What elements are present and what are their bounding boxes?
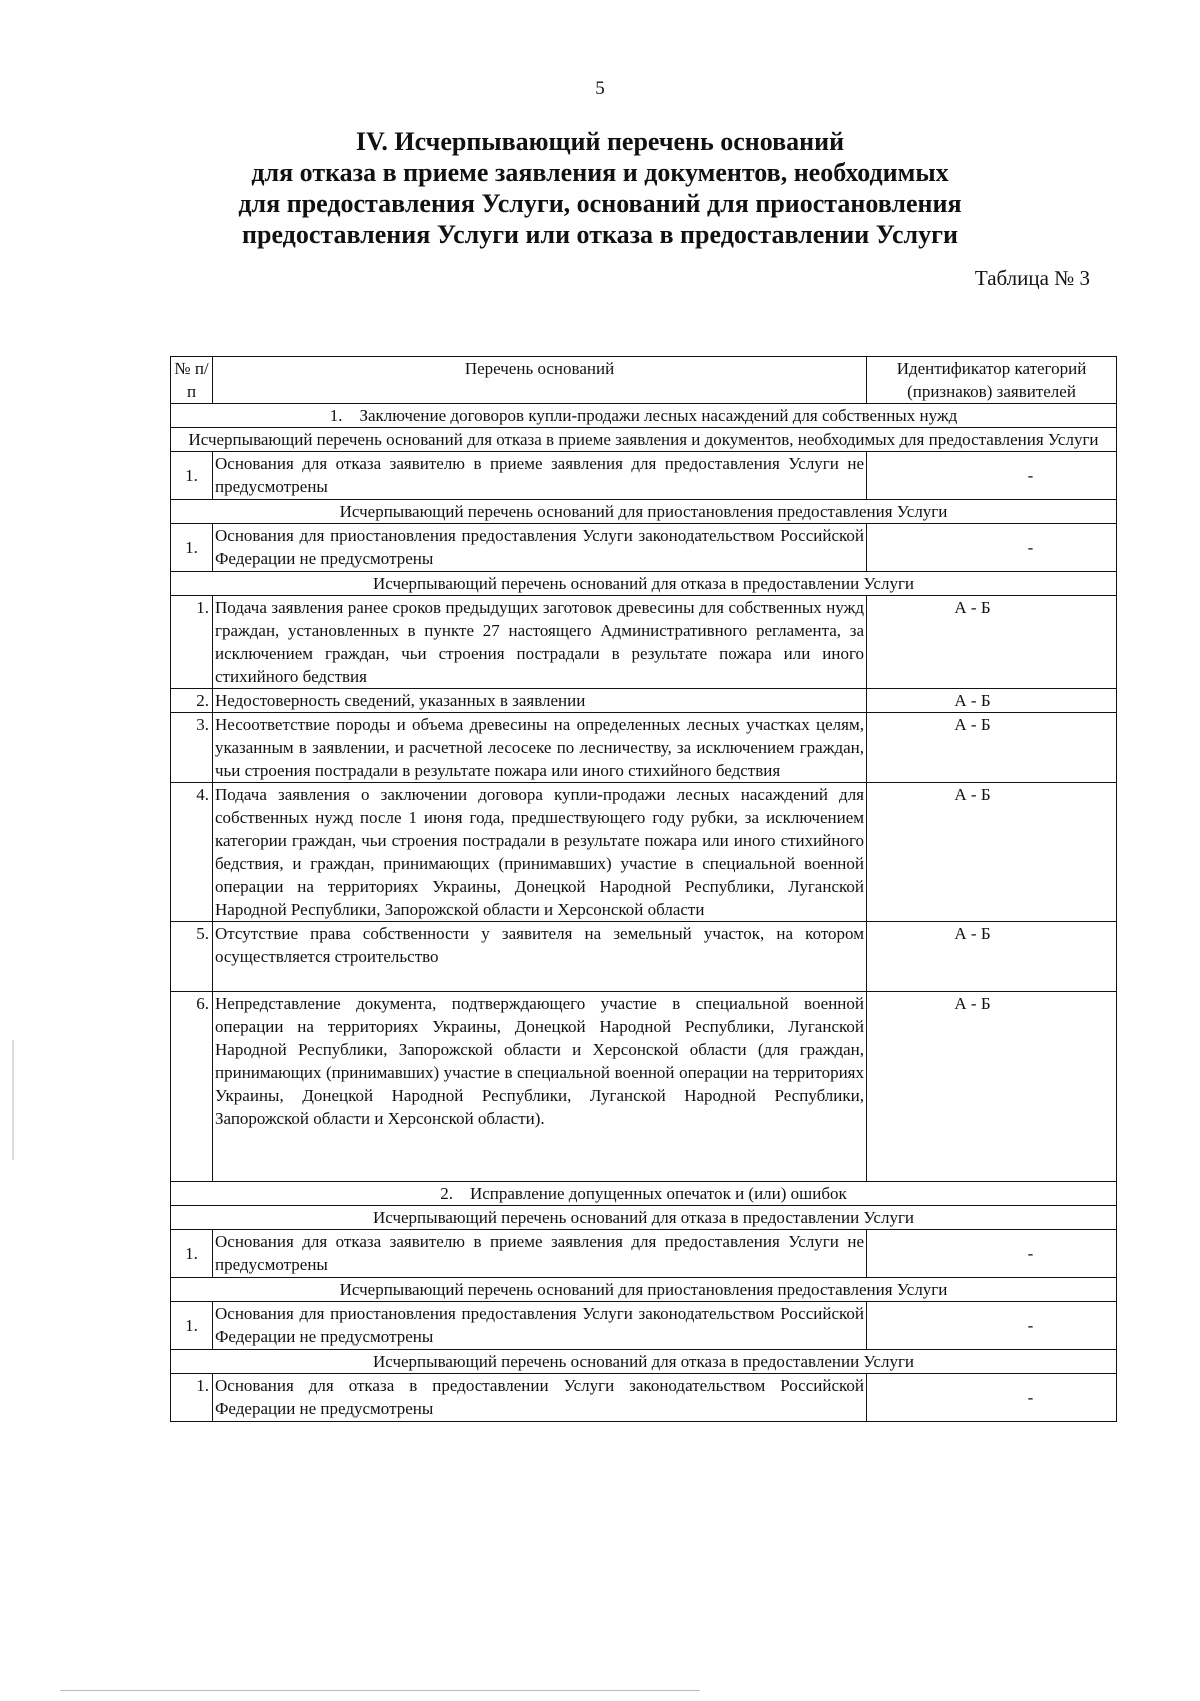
row-text: Основания для приостановления предоставления Услуги законодательством Российской Федерации не предусмотрены [213,524,867,572]
header-identifier: Идентификатор категорий (признаков) заявителей [867,357,1117,404]
table-header-row [171,357,1117,404]
row-number: 3. [171,713,213,783]
title-line: для отказа в приеме заявления и документов, необходимых [251,158,949,187]
row-identifier: - [867,1302,1117,1350]
subsection-title-cell: Исчерпывающий перечень оснований для приостановления предоставления Услуги [171,1278,1117,1302]
subsection-row [171,1350,1117,1374]
subsection-row [171,500,1117,524]
section-title [0,126,1200,250]
section-title-cell: 2. Исправление допущенных опечаток и (или) ошибок [171,1182,1117,1206]
subsection-row [171,428,1117,452]
row-text: Основания для отказа заявителю в приеме заявления для предоставления Услуги не предусмотрены [213,1230,867,1278]
table-row [171,1230,1117,1278]
row-text: Подача заявления о заключении договора купли-продажи лесных насаждений для собственных нужд после 1 июня года, предшествующего году рубки, за исключением категории граждан, чьи строения пострадали в результате пожара или иного стихийного бедствия, и граждан, принимающих (принимавших) участие в специальной военной операции на территориях Украины, Донецкой Народной Республики, Луганской Народной Республики, Запорожской области и Херсонской области [213,783,867,922]
table-row [171,1374,1117,1422]
row-text: Несоответствие породы и объема древесины на определенных лесных участках целям, указанным в заявлении, и расчетной лесосеке по лесничеству, за исключением граждан, чьи строения пострадали в результате пожара или иного стихийного бедствия [213,713,867,783]
section-row [171,1182,1117,1206]
table-number: Таблица № 3 [974,266,1090,290]
row-number: 1. [171,1374,213,1422]
row-number: 5. [171,922,213,992]
section-row [171,404,1117,428]
subsection-title-cell: Исчерпывающий перечень оснований для отказа в предоставлении Услуги [171,1350,1117,1374]
row-text: Основания для приостановления предоставления Услуги законодательством Российской Федерации не предусмотрены [213,1302,867,1350]
page-number: 5 [595,78,605,99]
row-identifier: - [867,452,1117,500]
row-identifier: - [867,524,1117,572]
table-row [171,689,1117,713]
title-line: предоставления Услуги или отказа в предоставлении Услуги [242,220,958,249]
scan-edge-mark [12,1040,14,1160]
row-text: Подача заявления ранее сроков предыдущих заготовок древесины для собственных нужд граждан, установленных в пункте 27 настоящего Административного регламента, за исключением граждан, чьи строения пострадали в результате пожара или иного стихийного бедствия [213,596,867,689]
row-identifier: А - Б [867,596,1117,689]
row-number: 1. [171,596,213,689]
row-identifier: А - Б [867,992,1117,1182]
table-row [171,1302,1117,1350]
row-number: 1. [171,1302,213,1350]
table-row [171,922,1117,992]
subsection-title-cell: Исчерпывающий перечень оснований для приостановления предоставления Услуги [171,500,1117,524]
subsection-title-cell: Исчерпывающий перечень оснований для отказа в предоставлении Услуги [171,1206,1117,1230]
row-identifier: А - Б [867,922,1117,992]
subsection-row [171,572,1117,596]
row-number: 1. [171,1230,213,1278]
row-number: 1. [171,452,213,500]
table-row [171,992,1117,1182]
section-title-cell: 1. Заключение договоров купли-продажи лесных насаждений для собственных нужд [171,404,1117,428]
subsection-title-cell: Исчерпывающий перечень оснований для отказа в предоставлении Услуги [171,572,1117,596]
row-identifier: - [867,1230,1117,1278]
row-identifier: А - Б [867,689,1117,713]
table-row [171,713,1117,783]
table-row [171,596,1117,689]
row-identifier: А - Б [867,713,1117,783]
row-number: 6. [171,992,213,1182]
row-text: Недостоверность сведений, указанных в заявлении [213,689,867,713]
title-line: IV. Исчерпывающий перечень оснований [355,127,845,156]
header-num: № п/п [171,357,213,404]
grounds-table [170,356,1117,1422]
row-text: Непредставление документа, подтверждающего участие в специальной военной операции на территориях Украины, Донецкой Народной Республики, Луганской Народной Республики, Запорожской области и Херсонской области (для граждан, принимающих (принимавших) участие в специальной военной операции на территориях Украины, Донецкой Народной Республики, Луганской Народной Республики, Запорожской области и Херсонской области). [213,992,867,1182]
row-number: 1. [171,524,213,572]
table-row [171,783,1117,922]
title-line: для предоставления Услуги, оснований для приостановления [238,189,962,218]
row-text: Отсутствие права собственности у заявителя на земельный участок, на котором осуществляется строительство [213,922,867,992]
header-reasons: Перечень оснований [213,357,867,404]
row-text: Основания для отказа в предоставлении Услуги законодательством Российской Федерации не предусмотрены [213,1374,867,1422]
scan-bottom-line [60,1690,700,1691]
row-number: 2. [171,689,213,713]
row-identifier: - [867,1374,1117,1422]
row-text: Основания для отказа заявителю в приеме заявления для предоставления Услуги не предусмотрены [213,452,867,500]
subsection-row [171,1278,1117,1302]
table-row [171,452,1117,500]
row-number: 4. [171,783,213,922]
row-identifier: А - Б [867,783,1117,922]
subsection-title-cell: Исчерпывающий перечень оснований для отказа в приеме заявления и документов, необходимых для предоставления Услуги [171,428,1117,452]
subsection-row [171,1206,1117,1230]
table-row [171,524,1117,572]
